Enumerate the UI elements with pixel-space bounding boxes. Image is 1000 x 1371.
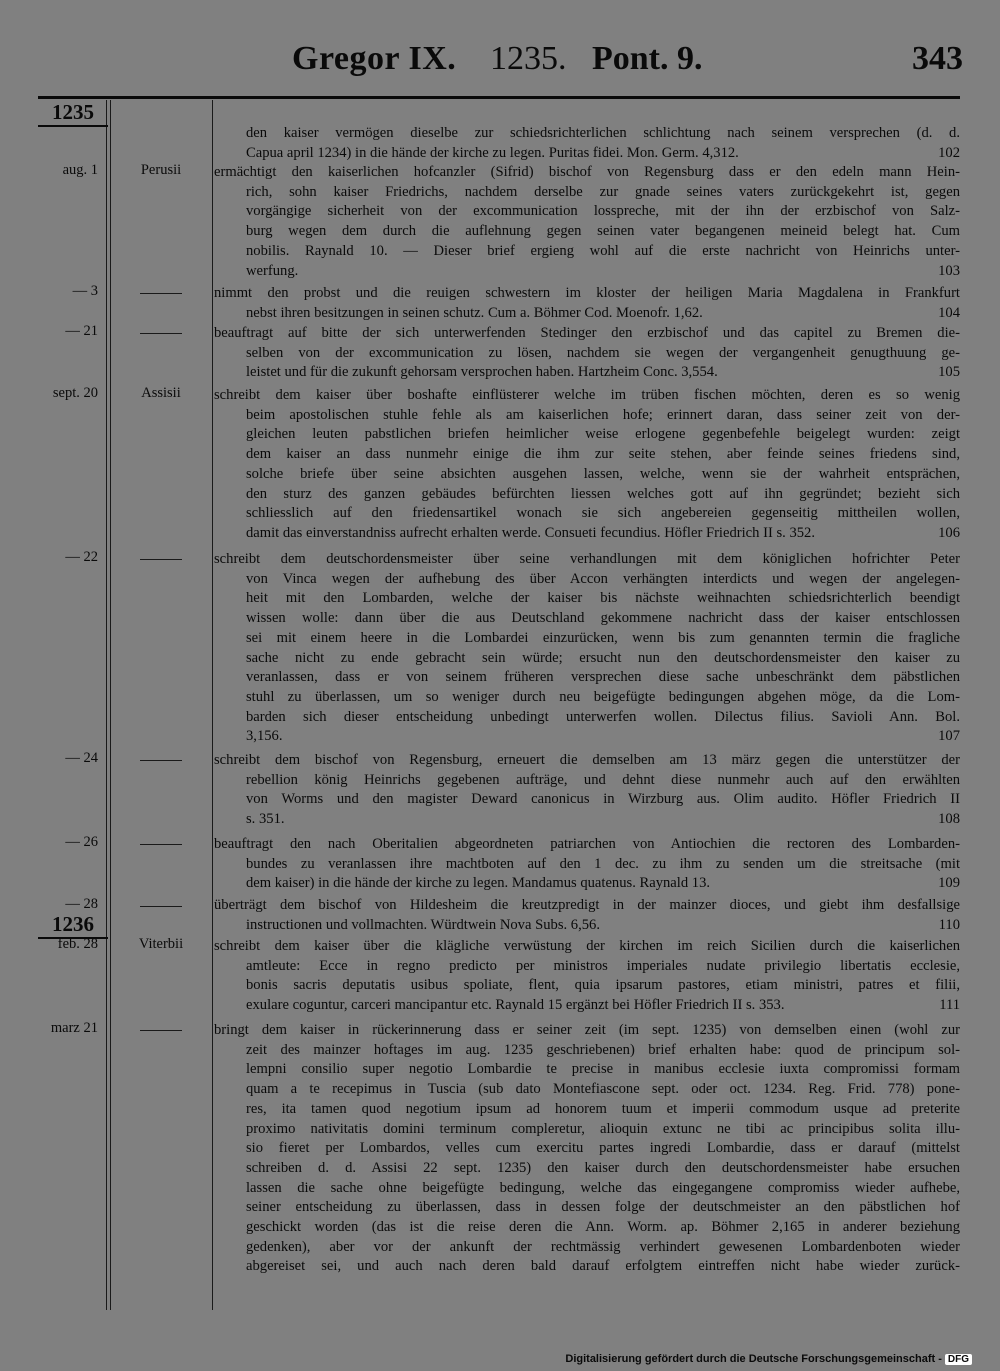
ditto-dash [140,559,182,560]
entry-date: — 24 [65,750,98,766]
column-divider-right [212,100,213,1310]
ditto-dash [140,1030,182,1031]
header-year: 1235. [490,40,567,77]
ditto-dash [140,760,182,761]
regest-entry-103: ermächtigt den kaiserlichen hofcanzler (Sifrid) bischof von Regensburg dass er den edeln mann Hein- rich, sohn kaiser Friedrichs, nachdem derselbe zur gnade seines vaters zurückgekehrt ist, gegen vorgängige sicherheit von der excommunication losspreche, mit der ihn der erzbischof von Salz- burg wegen dem durch die auflehnung gegen seinen vater begangenen meineid belegt hat. Cum nobilis. Raynald 10. — Dieser brief ergieng wohl auf die erste nachricht von Heinrichs unter- werfung. 103 [214,163,960,281]
page-number: 343 [912,40,963,77]
dfg-logo: DFG [945,1354,972,1365]
ditto-dash [140,293,182,294]
entry-number: 105 [938,364,960,381]
entry-date: — 22 [65,549,98,565]
column-divider-left [106,100,107,1310]
header-rule [38,96,960,99]
entry-number: 106 [938,524,960,541]
entry-date: — 3 [72,283,98,299]
regest-entry-111: schreibt dem kaiser über die klägliche verwüstung der kirchen im reich Sicilien durch die kaiserlichen amtleute: Ecce in regno predicto per ministros imperiales nudate privilegio libertatis ecclesie, bonis sacris deputatis usibus spoliate, flent, quia ipsarum pastores, etiam ministri, patres et filii, exulare coguntur, carceri mancipantur etc. Raynald 15 ergänzt bei Höfler Friedrich II s. 353. 111 [214,937,960,1016]
header-title: Gregor IX. [292,40,457,77]
entry-number: 104 [938,304,960,321]
entry-number: 102 [938,144,960,161]
entry-date: — 26 [65,834,98,850]
year-mark: 1235 [38,100,108,127]
column-divider-left-double [110,100,111,1310]
entry-number: 110 [938,916,960,933]
entry-number: 107 [938,728,960,745]
entry-place: Perusii [140,162,182,178]
entry-number: 108 [938,811,960,828]
regest-entry-102: den kaiser vermögen dieselbe zur schiedsrichterlichen schlichtung nach seinem versprechen (d. d. Capua april 1234) in die hände der kirche zu legen. Puritas fidei. Mon. Germ. 4,312. 102 [214,124,960,163]
regest-entry-106: schreibt dem kaiser über boshafte einflüsterer welche im trüben fischen möchten, deren es so wenig beim apostolischen stuhle fehle als am kaiserlichen hofe; erinnert daran, dass seiner zeit von der- gleichen leuten pabstlichen briefen heimlicher weise erlogene gegenbefehle beigelegt wurden: zeigt dem kaiser an dass nunmehr einige die ihm zur seite stehen, aber feinde seines friedens sind, solche briefe über seine absichten ausgehen lassen, welche, wenn sie der wahrheit entsprächen, den sturz des ganzen gebäudes befürchten liessen welches gott auf ihn gegründet; bezieht sich schliesslich auf den friedensartikel wonach sie sich angebereien gegenseitig mittheilen wollen, damit das einverstandniss aufrecht erhalten werde. Consueti fecundius. Höfler Friedrich II s. 352. 106 [214,386,960,544]
entry-date: aug. 1 [62,162,98,178]
year-mark: 1236 [38,912,108,939]
regest-entry-109: beauftragt den nach Oberitalien abgeordneten patriarchen von Antiochien die rectoren des Lombarden- bundes zu veranlassen ihre machtboten auf den 1 dec. zu ihm zu senden um die streitsache (mit dem kaiser) in die hände der kirche zu legen. Mandamus quatenus. Raynald 13. 109 [214,835,960,894]
digitization-credit: Digitalisierung gefördert durch die Deutsche Forschungsgemeinschaft - DFG [565,1353,972,1365]
entry-date: marz 21 [50,1020,98,1036]
entry-place: Viterbii [138,936,184,952]
entry-date: — 21 [65,323,98,339]
regest-entry-112: bringt dem kaiser in rückerinnerung dass er seiner zeit (im sept. 1235) von demselben einen (wohl zur zeit des mainzer hoftages im aug. 1235 geschriebenen) brief erhalten habe: quod de principum sol- lempni consilio super negotio Lombardie te precise in manibus ecclesie iuxta compromissi formam quam a te recepimus in Tuscia (sub dato Montefiascone sept. oder oct. 1234. Reg. Frid. 778) pone- res, ita tamen quod negotium ipsum ad honorem tuum et imperii commodum usque ad preterite proximo nativitatis domini terminum compleretur, alioquin extunc ne tibi ac principibus solita illu- sio fieret per Lombardos, velles cum exercitu partes ingredi Lombardie, dass er darauf (mittelst schreiben d. d. Assisi 22 sept. 1235) den kaiser durch den deutschordensmeister habe ersuchen lassen die sache ohne beigefügte bedingung, welche das eingegangene compromiss wieder aufhebe, seiner entscheidung zu überlassen, dass in dessen folge der deutschmeister an den päbstlichen hof geschickt worden (das ist die reise deren die Ann. Worm. ap. Böhmer 2,165 in anderer beziehung gedenken), aber vor der ankunft der rechtmässig verhindert gewesenen Lombardenboten wieder abgereiset sei, und auch nach deren bald darauf erfolgtem eintreffen nicht habe wieder zurück- [214,1022,960,1275]
entry-number: 109 [938,875,960,892]
regest-entry-104: nimmt den probst und die reuigen schwestern im kloster der heiligen Maria Magdalena in Frankfurt nebst ihren besitzungen in seinen schutz. Cum a. Böhmer Cod. Moenofr. 1,62. 104 [214,284,960,323]
entry-date: sept. 20 [52,385,98,401]
entry-date: — 28 [65,896,98,912]
regest-entry-105: beauftragt auf bitte der sich unterwerfenden Stedinger den erzbischof und das capitel zu Bremen die- selben von der excommunication zu lösen, nachdem sie wegen der vergangenheit genugthuung ge- leistet und für die zukunft gehorsam versprochen haben. Hartzheim Conc. 3,554. 105 [214,324,960,383]
ditto-dash [140,333,182,334]
regest-entry-107: schreibt dem deutschordensmeister über seine verhandlungen mit dem königlichen hofrichter Peter von Vinca wegen der aufhebung des über Accon verhängten interdicts und wegen der angelegen- heit mit den Lombarden, welche der kaiser bis nächste weihnachten schiedsrichterlich beendigt wissen wolle: dann über die aus Deutschland gekommene nachricht dass der kaiser entschlossen sei mit einem heere in die Lombardei einzurücken, wenn bis zum genannten termin die fragliche sache nicht zu ende gebracht sein würde; ersucht nun den deutschordensmeister den kaiser zu veranlassen, dass er von seinem früheren versprechen diese sache unbeschränkt dem päbstlichen stuhl zu überlassen, um so weniger durch neu beigefügte bedingungen abgehen möge, da die Lom- barden sich dieser entscheidung unbedingt unterwerfen wollen. Dilectus filius. Savioli Ann. Bol. 3,156. 107 [214,550,960,747]
entry-number: 103 [938,262,960,279]
entry-date: feb. 28 [57,936,98,952]
header-pontificate: Pont. 9. [592,40,703,77]
regest-entry-110: überträgt dem bischof von Hildesheim die kreutzpredigt in der mainzer dioces, und giebt ihm desfallsige instructionen und vollmachten. Würdtwein Nova Subs. 6,56. 110 [214,896,960,935]
entry-place: Assisii [141,385,181,401]
entry-number: 111 [939,997,960,1014]
ditto-dash [140,906,182,907]
page-header [0,40,1000,90]
regest-entry-108: schreibt dem bischof von Regensburg, erneuert die demselben am 13 märz gegen die unterstützer der rebellion könig Heinrichs gegebenen aufträge, und dehnt diese nunmehr auch auf den erwählten von Worms und den magister Deward canonicus in Wirzburg aus. Olim audito. Höfler Friedrich II s. 351. 108 [214,751,960,830]
ditto-dash [140,844,182,845]
